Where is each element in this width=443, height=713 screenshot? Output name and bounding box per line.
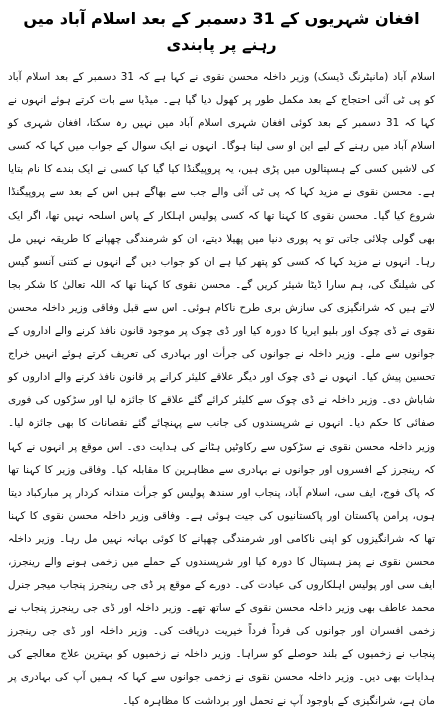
article-headline: افغان شہریوں کے 31 دسمبر کے بعد اسلام آباد میں رہنے پر پابندی <box>23 9 420 54</box>
article-body: اسلام آباد (مانیٹرنگ ڈیسک) وزیر داخلہ محسن نقوی نے کہا ہے کہ 31 دسمبر کے بعد اسلام آباد کو پی ٹی آئی احتجاج کے بعد مکمل طور پر کھول دیا گیا ہے۔ میڈیا سے بات کرتے ہوئے انہوں نے کہا کہ 31 دسمبر کے بعد کوئی افغان شہری اسلام آباد میں نہیں رہ سکتا، افغان شہری کو اسلام آباد میں رہنے کے لیے این او سی لینا ہوگا۔ انہوں نے ایک سوال کے جواب میں کہا کہ کسی کی لاشیں کسی کے ہسپتالوں میں پڑی ہیں، یہ پروپیگنڈا کیا گیا کیا کسی نے ایک بندے کا نام بتایا ہے۔ محسن نقوی نے مزید کہا کہ پی ٹی آئی والے جب سے بھاگے ہیں اس کے بعد سے پروپیگنڈا شروع کیا گیا۔ محسن نقوی کا کہنا تھا کہ کسی پولیس اہلکار کے پاس اسلحہ نہیں تھا، اگر ایک بھی گولی چلائی جاتی تو یہ پوری دنیا میں پھیلا دیتے، ان کو شرمندگی چھپانے کا طریقہ نہیں مل رہا۔ انہوں نے مزید کہا کہ کسی کو پتھر کیا ہے ان کو جواب دیں گے انہوں نے کتنی آنسو گیس کی شیلنگ کی، ہم سارا ڈیٹا شیئر کریں گے۔ محسن نقوی کا کہنا تھا کہ اللہ تعالیٰ کا شکر بجا لاتے ہیں کہ شرانگیزی کی سازش بری طرح ناکام ہوئی۔ اس سے قبل وفاقی وزیر داخلہ محسن نقوی نے ڈی چوک اور بلیو ایریا کا دورہ کیا اور ڈی چوک پر موجود قانون نافذ کرنے والے اداروں کے جوانوں سے ملے۔ وزیر داخلہ نے جوانوں کی جرأت اور بہادری کی تعریف کرتے ہوئے انہیں خراج تحسین پیش کیا۔ انہوں نے ڈی چوک اور دیگر علاقے کلیئر کرانے پر قانون نافذ کرنے والے اداروں کو شاباش دی۔ وزیر داخلہ نے ڈی چوک سے کلیئر کرائے گئے علاقے کا جائزہ لیا اور سڑکوں کی فوری صفائی کا حکم دیا۔ انہوں نے شرپسندوں کی جانب سے پہنچائے گئے نقصانات کا بھی جائزہ لیا۔ وزیر داخلہ محسن نقوی نے سڑکوں سے رکاوٹیں ہٹانے کی ہدایت دی۔ اس موقع پر انہوں نے کہا کہ رینجرز کے افسروں اور جوانوں نے بہادری سے مظاہرین کا مقابلہ کیا۔ وفاقی وزیر کا کہنا تھا کہ پاک فوج، ایف سی، اسلام آباد، پنجاب اور سندھ پولیس کو جرأت مندانہ کردار پر مبارکباد دیتا ہوں، پرامن پاکستان اور پاکستانیوں کی جیت ہوئی ہے۔ وفاقی وزیر داخلہ محسن نقوی کا کہنا تھا کہ شرانگیزوں کو اپنی ناکامی اور شرمندگی چھپانے کا کوئی بہانہ نہیں مل رہا۔ وزیر داخلہ محسن نقوی نے پمز ہسپتال کا دورہ کیا اور شرپسندوں کے حملے میں زخمی ہونے والے رینجرز، ایف سی اور پولیس اہلکاروں کی عیادت کی۔ دورے کے موقع پر ڈی جی رینجرز پنجاب میجر جنرل محمد عاطف بھی وزیر داخلہ محسن نقوی کے ساتھ تھے۔ وزیر داخلہ اور ڈی جی رینجرز پنجاب نے زخمی افسران اور جوانوں کی فرداً فرداً خیریت دریافت کی۔ وزیر داخلہ اور ڈی جی رینجرز پنجاب نے زخمیوں کے بلند حوصلے کو سراہا۔ وزیر داخلہ نے زخمیوں کو بہترین علاج معالجے کی ہدایات بھی دیں۔ وزیر داخلہ محسن نقوی نے زخمی جوانوں سے کہا کہ ہمیں آپ کی بہادری پر مان ہے، شرانگیزی کے باوجود آپ نے تحمل اور برداشت کا مظاہرہ کیا۔ <box>8 71 435 707</box>
